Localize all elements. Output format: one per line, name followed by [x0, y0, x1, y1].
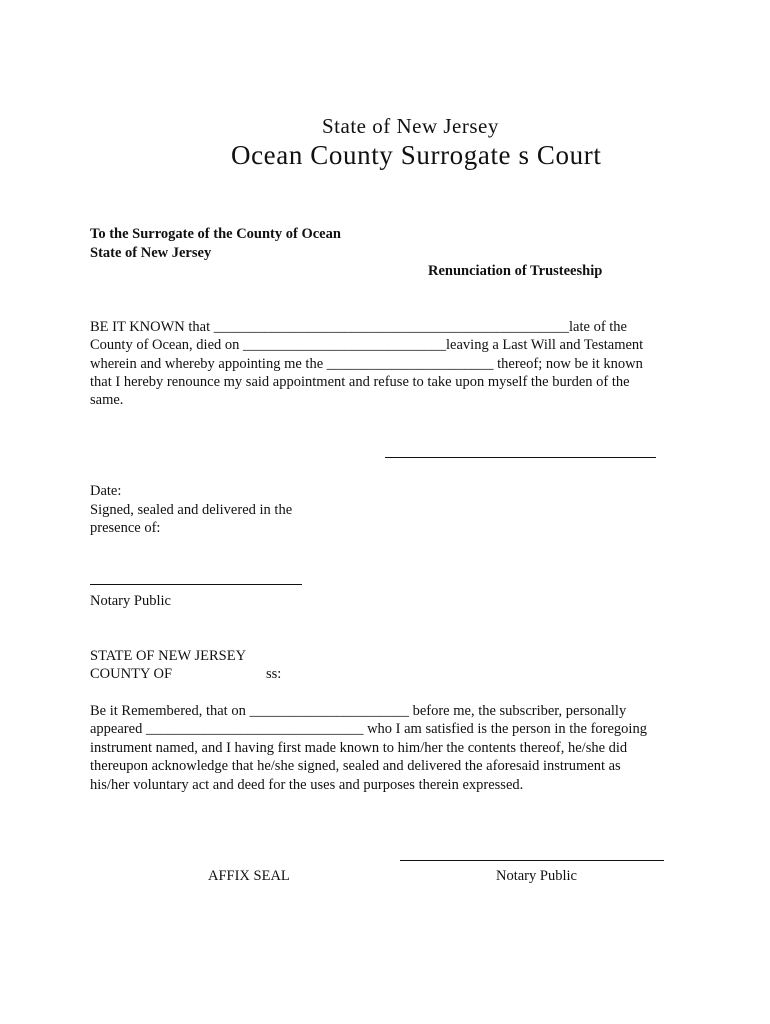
signed-sealed-line2: presence of: — [90, 520, 161, 536]
body-line4: that I hereby renounce my said appointment and refuse to take upon myself the burden of the — [90, 374, 630, 390]
notary-public-label: Notary Public — [90, 593, 171, 609]
venue-ss: ss: — [266, 666, 282, 682]
notary-signature-line — [90, 584, 302, 585]
addressee-line2: State of New Jersey — [90, 245, 212, 261]
final-notary-signature-line — [400, 860, 664, 861]
ack-line4: thereupon acknowledge that he/she signed, sealed and delivered the aforesaid instrument as — [90, 758, 621, 774]
body-line1: BE IT KNOWN that _________________________________________________late of the — [90, 319, 627, 335]
court-title: Ocean County Surrogate s Court — [231, 140, 602, 170]
body-line2: County of Ocean, died on ____________________________leaving a Last Will and Testament — [90, 337, 644, 353]
venue-county: COUNTY OF — [90, 666, 173, 682]
venue-state: STATE OF NEW JERSEY — [90, 648, 247, 664]
ack-line3: instrument named, and I having first made known to him/her the contents thereof, he/she did — [90, 740, 628, 756]
final-notary-label: Notary Public — [496, 868, 577, 884]
date-label: Date: — [90, 483, 122, 499]
ack-line5: his/her voluntary act and deed for the uses and purposes therein expressed. — [90, 777, 524, 793]
document-title: Renunciation of Trusteeship — [428, 263, 603, 279]
affix-seal-label: AFFIX SEAL — [208, 868, 290, 884]
body-line3: wherein and whereby appointing me the _______________________ thereof; now be it known — [90, 356, 643, 372]
ack-line2: appeared ______________________________ who I am satisfied is the person in the foregoing — [90, 721, 647, 737]
state-title: State of New Jersey — [322, 114, 499, 138]
body-line5: same. — [90, 392, 124, 408]
renouncer-signature-line — [385, 457, 656, 458]
addressee-line1: To the Surrogate of the County of Ocean — [90, 226, 341, 242]
ack-line1: Be it Remembered, that on ______________________ before me, the subscriber, personally — [90, 703, 627, 719]
signed-sealed-line1: Signed, sealed and delivered in the — [90, 502, 293, 518]
